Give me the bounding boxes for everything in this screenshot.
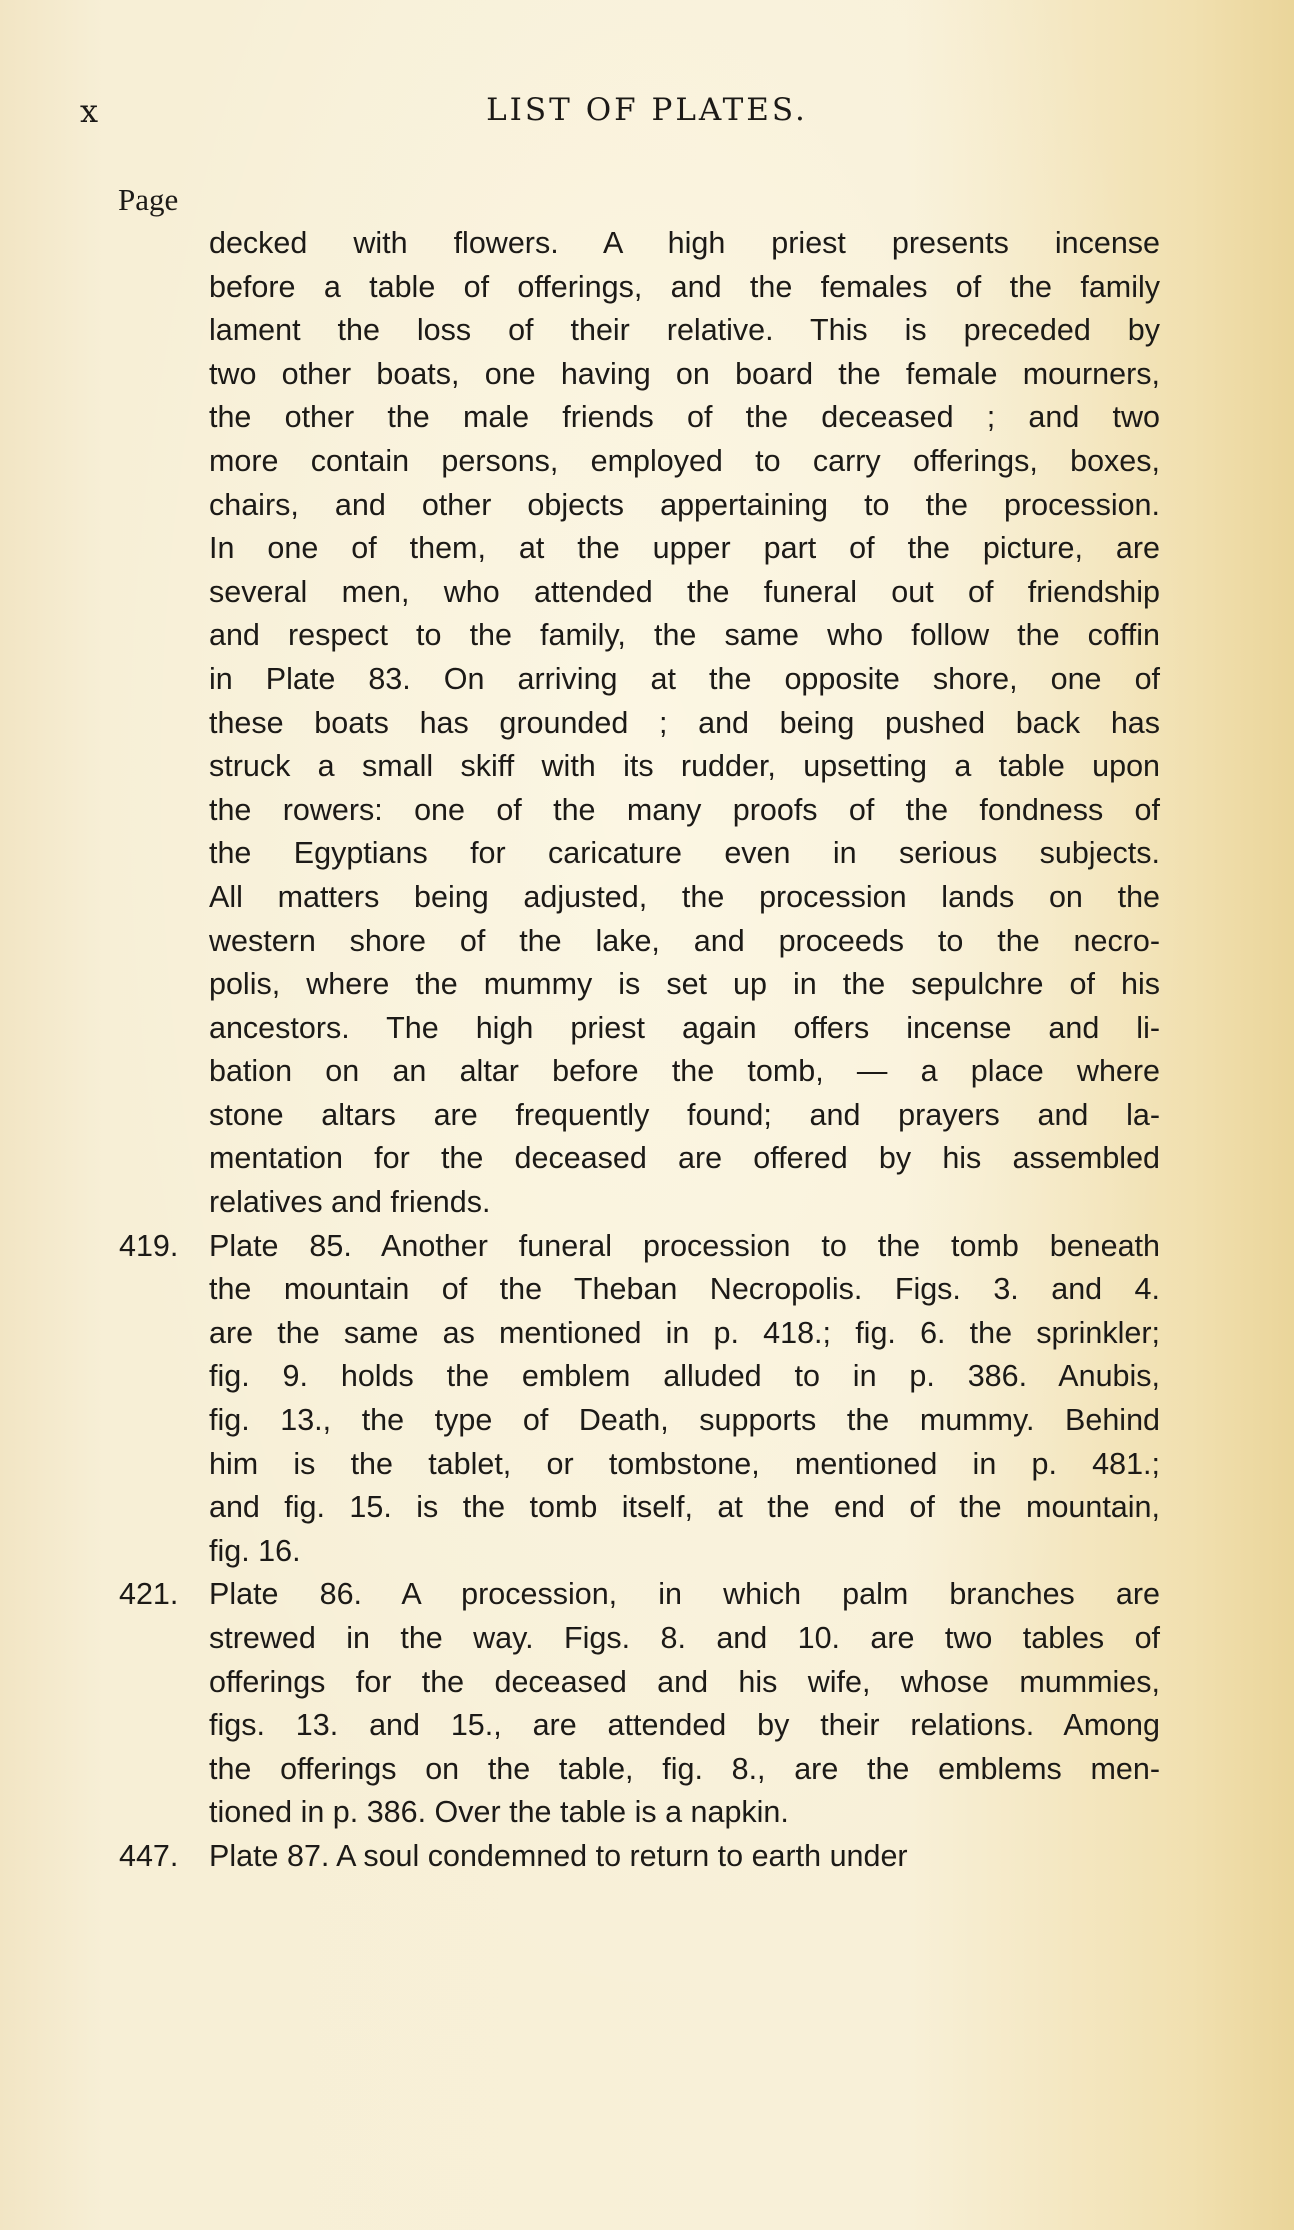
line-text: In one of them, at the upper part of the picture, are — [209, 531, 1160, 566]
line-text: fig. 13., the type of Death, supports the mummy. Behind — [209, 1403, 1160, 1438]
text-line — [0, 789, 1294, 833]
page-reference-number: 447. — [119, 1838, 179, 1873]
line-text: fig. 16. — [209, 1533, 301, 1568]
text-line — [0, 1617, 1294, 1661]
text-line — [0, 1137, 1294, 1181]
line-text: decked with flowers. A high priest presents incense — [209, 226, 1160, 260]
line-text: tioned in p. 386. Over the table is a napkin. — [209, 1795, 789, 1830]
line-text: relatives and friends. — [209, 1185, 491, 1220]
plate-entry-first-line — [0, 1573, 1294, 1617]
page-header — [0, 92, 1294, 136]
line-text: stone altars are frequently found; and prayers and la- — [209, 1097, 1160, 1132]
line-text: these boats has grounded ; and being pushed back has — [209, 705, 1160, 740]
text-line — [0, 614, 1294, 658]
line-text: before a table of offerings, and the females of the family — [209, 269, 1160, 304]
text-line — [0, 832, 1294, 876]
line-text: struck a small skiff with its rudder, upsetting a table upon — [209, 749, 1160, 784]
text-line — [0, 1312, 1294, 1356]
line-text: polis, where the mummy is set up in the sepulchre of his — [209, 967, 1160, 1002]
text-line — [0, 1486, 1294, 1530]
text-line — [0, 745, 1294, 789]
text-line — [0, 309, 1294, 353]
text-line — [0, 1268, 1294, 1312]
text-line — [0, 1007, 1294, 1051]
line-text: the rowers: one of the many proofs of the fondness of — [209, 792, 1160, 827]
text-line — [0, 1181, 1294, 1225]
text-line — [0, 222, 1294, 266]
text-line — [0, 1791, 1294, 1835]
text-line — [0, 658, 1294, 702]
line-text: mentation for the deceased are offered by his assembled — [209, 1141, 1160, 1176]
line-text: the offerings on the table, fig. 8., are the emblems men- — [209, 1751, 1160, 1786]
line-text: two other boats, one having on board the female mourners, — [209, 356, 1160, 391]
line-text: the mountain of the Theban Necropolis. Figs. 3. and 4. — [209, 1272, 1160, 1307]
text-line — [0, 1704, 1294, 1748]
text-line — [0, 876, 1294, 920]
text-line — [0, 1661, 1294, 1705]
text-line — [0, 440, 1294, 484]
folio-number: x — [80, 92, 100, 130]
text-line — [0, 527, 1294, 571]
text-line — [0, 1443, 1294, 1487]
text-line — [0, 484, 1294, 528]
line-text: fig. 9. holds the emblem alluded to in p. 386. Anubis, — [209, 1359, 1160, 1394]
page-reference-number: 419. — [119, 1228, 179, 1263]
line-text: and respect to the family, the same who follow the coffin — [209, 618, 1160, 653]
text-line — [0, 1094, 1294, 1138]
text-line — [0, 266, 1294, 310]
line-text: in Plate 83. On arriving at the opposite shore, one of — [209, 661, 1160, 696]
running-title: LIST OF PLATES. — [486, 92, 808, 128]
text-line — [0, 1530, 1294, 1574]
text-line — [0, 571, 1294, 615]
line-text: him is the tablet, or tombstone, mentioned in p. 481.; — [209, 1446, 1160, 1481]
line-text: western shore of the lake, and proceeds to the necro- — [209, 923, 1160, 958]
line-text: chairs, and other objects appertaining to the procession. — [209, 487, 1160, 522]
text-line — [0, 396, 1294, 440]
page-column-label: Page — [118, 182, 179, 217]
line-text: the Egyptians for caricature even in serious subjects. — [209, 836, 1160, 871]
line-text: offerings for the deceased and his wife, whose mummies, — [209, 1664, 1160, 1699]
line-text: lament the loss of their relative. This is preceded by — [209, 313, 1160, 348]
text-line — [0, 1355, 1294, 1399]
text-line — [0, 920, 1294, 964]
line-text: several men, who attended the funeral out of friendship — [209, 574, 1160, 609]
text-line — [0, 702, 1294, 746]
line-text: figs. 13. and 15., are attended by their relations. Among — [209, 1708, 1160, 1743]
text-line — [0, 1399, 1294, 1443]
line-text: bation on an altar before the tomb, — a place where — [209, 1054, 1160, 1089]
line-text: Plate 85. Another funeral procession to the tomb beneath — [209, 1228, 1160, 1263]
line-text: All matters being adjusted, the procession lands on the — [209, 879, 1160, 914]
line-text: Plate 86. A procession, in which palm branches are — [209, 1577, 1160, 1612]
line-text: more contain persons, employed to carry offerings, boxes, — [209, 443, 1160, 478]
line-text: are the same as mentioned in p. 418.; fig. 6. the sprinkler; — [209, 1315, 1160, 1350]
text-line — [0, 353, 1294, 397]
line-text: strewed in the way. Figs. 8. and 10. are two tables of — [209, 1621, 1160, 1655]
plate-entry-first-line — [0, 1225, 1294, 1269]
line-text: ancestors. The high priest again offers incense and li- — [209, 1010, 1160, 1045]
plate-entry-first-line — [0, 1835, 1294, 1879]
text-line — [0, 963, 1294, 1007]
text-line — [0, 1050, 1294, 1094]
text-line — [0, 1748, 1294, 1792]
line-text: and fig. 15. is the tomb itself, at the end of the mountain, — [209, 1490, 1160, 1525]
page-reference-number: 421. — [119, 1577, 179, 1612]
line-text: Plate 87. A soul condemned to return to earth under — [209, 1838, 908, 1873]
plate-list — [0, 222, 1294, 1879]
line-text: the other the male friends of the deceased ; and two — [209, 400, 1160, 435]
